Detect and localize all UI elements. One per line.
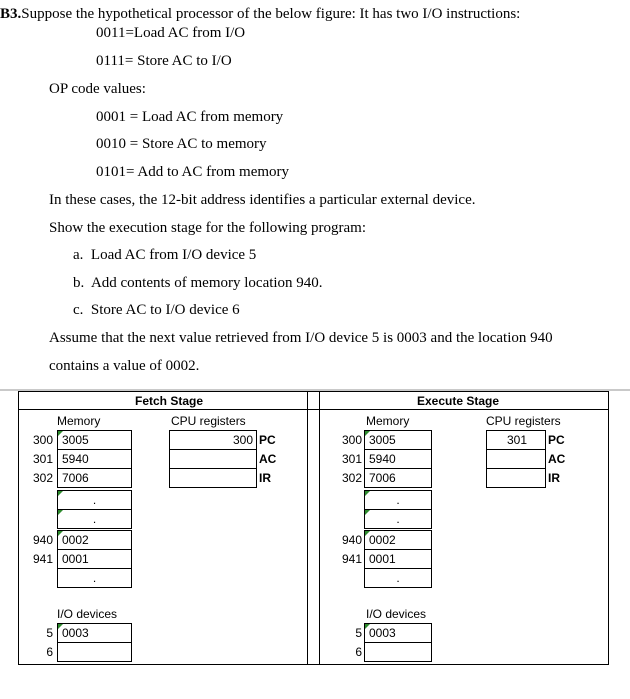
fetch-register-ir (169, 468, 257, 488)
execute-cpu-label: CPU registers (486, 414, 561, 428)
opcode-store: 0010 = Store AC to memory (96, 136, 267, 152)
fetch-register-pc-label: PC (259, 433, 276, 447)
problem-heading (0, 5, 520, 23)
opcode-add: 0101= Add to AC from memory (96, 164, 290, 180)
execute-mem-addr: 301 (341, 452, 362, 466)
fetch-register-ac-label: AC (259, 452, 277, 466)
fetch-memory-cell: 0001 (57, 549, 132, 569)
fetch-stage-title: Fetch Stage (19, 393, 319, 410)
execute-memory-cell: 7006 (364, 468, 432, 488)
fetch-register-ac (169, 449, 257, 469)
fetch-memory-cell: 3005 (57, 430, 132, 450)
execute-stage-panel (307, 391, 609, 665)
opcode-load: 0001 = Load AC from memory (96, 109, 284, 125)
execute-memory-cell: 0001 (364, 549, 432, 569)
execute-register-ir-label: IR (548, 471, 560, 485)
fetch-mem-addr: 302 (32, 471, 53, 485)
execute-register-ac-label: AC (548, 452, 566, 466)
execute-memory-label: Memory (366, 414, 410, 428)
fetch-mem-addr: 941 (32, 552, 53, 566)
program-item-a (73, 246, 256, 264)
execute-stage-title: Execute Stage (308, 393, 608, 410)
program-marker: c. (73, 302, 84, 318)
fetch-stage-panel (18, 391, 320, 665)
show-line: Show the execution stage for the following program: (49, 220, 367, 236)
fetch-memory-label: Memory (57, 414, 101, 428)
program-marker: b. (73, 275, 85, 291)
problem-intro: Suppose the hypothetical processor of the below figure: It has two I/O instructions: (21, 6, 521, 22)
execute-io-addr: 5 (355, 626, 362, 640)
fetch-mem-addr: 300 (32, 433, 53, 447)
fetch-cpu-label: CPU registers (171, 414, 246, 428)
fetch-io-addr: 5 (46, 626, 53, 640)
io-instruction-store: 0111= Store AC to I/O (96, 53, 232, 69)
assume-line-1: Assume that the next value retrieved from I/O device 5 is 0003 and the location 940 (49, 330, 553, 346)
execute-register-pc: 301 (486, 430, 546, 450)
fetch-memory-ellipsis: . (57, 568, 132, 588)
program-marker: a. (73, 247, 84, 263)
execute-mem-addr: 941 (341, 552, 362, 566)
opcode-heading: OP code values: (49, 81, 146, 97)
fetch-register-pc: 300 (169, 430, 257, 450)
fetch-memory-ellipsis: . (57, 509, 132, 529)
assume-line-2: contains a value of 0002. (49, 358, 200, 374)
fetch-io-addr: 6 (46, 645, 53, 659)
execute-mem-addr: 940 (341, 533, 362, 547)
fetch-register-ir-label: IR (259, 471, 271, 485)
fetch-mem-addr: 301 (32, 452, 53, 466)
execute-io-device: 0003 (364, 623, 432, 643)
fetch-io-label: I/O devices (57, 607, 118, 621)
execute-mem-addr: 300 (341, 433, 362, 447)
fetch-memory-ellipsis: . (57, 490, 132, 510)
io-instruction-load: 0011=Load AC from I/O (96, 25, 246, 41)
execute-io-addr: 6 (355, 645, 362, 659)
fetch-mem-addr: 940 (32, 533, 53, 547)
execute-memory-ellipsis: . (364, 490, 432, 510)
execute-memory-ellipsis: . (364, 509, 432, 529)
problem-number: B3. (0, 6, 22, 22)
execute-io-label: I/O devices (366, 607, 427, 621)
fetch-memory-cell: 0002 (57, 530, 132, 550)
execute-memory-cell: 0002 (364, 530, 432, 550)
execute-register-ac (486, 449, 546, 469)
fetch-memory-cell: 5940 (57, 449, 132, 469)
execute-register-pc-label: PC (548, 433, 565, 447)
program-text: Load AC from I/O device 5 (90, 247, 257, 263)
execute-register-ir (486, 468, 546, 488)
execute-memory-cell: 5940 (364, 449, 432, 469)
execute-mem-addr: 302 (341, 471, 362, 485)
execute-io-device (364, 642, 432, 662)
program-text: Add contents of memory location 940. (90, 275, 323, 291)
execute-memory-cell: 3005 (364, 430, 432, 450)
program-item-b (73, 274, 323, 292)
fetch-memory-cell: 7006 (57, 468, 132, 488)
fetch-io-device: 0003 (57, 623, 132, 643)
execute-memory-ellipsis: . (364, 568, 432, 588)
address-note: In these cases, the 12-bit address identifies a particular external device. (49, 192, 476, 208)
program-text: Store AC to I/O device 6 (90, 302, 240, 318)
program-item-c (73, 301, 240, 319)
fetch-io-device (57, 642, 132, 662)
